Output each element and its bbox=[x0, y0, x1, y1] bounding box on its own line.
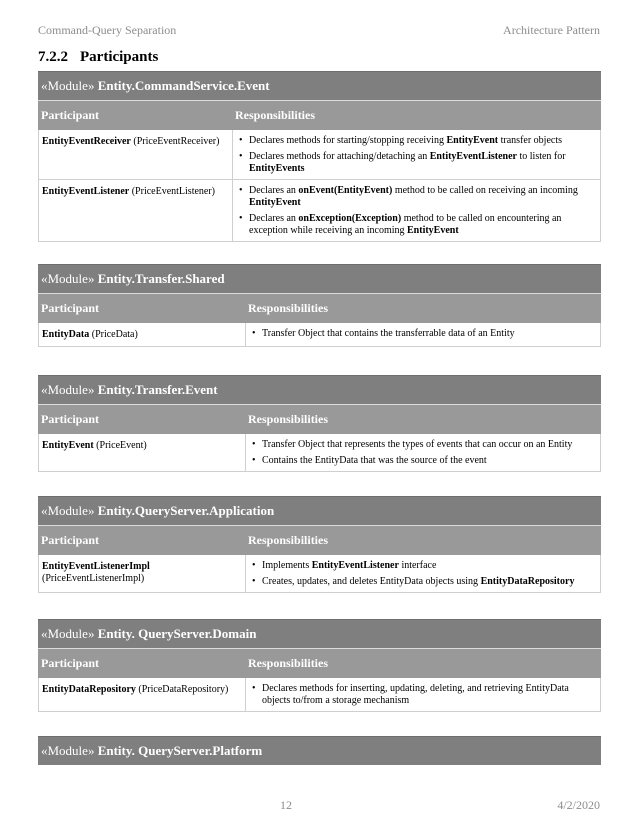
responsibility-text: method to be called on encountering an exception while receiving an incoming bbox=[249, 213, 562, 236]
module-title bbox=[38, 619, 601, 648]
responsibility-text: Declares an bbox=[249, 185, 299, 196]
table-row bbox=[38, 130, 601, 180]
responsibility-item bbox=[249, 439, 597, 451]
module-name: Entity.QueryServer.Application bbox=[97, 503, 275, 518]
module-title bbox=[38, 736, 601, 765]
module-table bbox=[38, 619, 601, 712]
responsibility-item bbox=[249, 455, 597, 467]
participant-implementation: (PriceData) bbox=[91, 329, 138, 340]
column-header-participant: Participant bbox=[41, 656, 99, 670]
responsibility-term: EntityEventListener bbox=[311, 560, 399, 571]
responsibility-item bbox=[236, 151, 597, 175]
module-name: Entity.Transfer.Shared bbox=[97, 271, 225, 286]
module-stereotype: «Module» bbox=[41, 503, 95, 518]
responsibility-item bbox=[236, 135, 597, 147]
responsibility-text: Transfer Object that contains the transferrable data of an Entity bbox=[262, 328, 515, 339]
responsibility-item bbox=[236, 213, 597, 237]
table-row bbox=[38, 180, 601, 242]
column-header-row bbox=[38, 525, 601, 555]
responsibility-text: Transfer Object that represents the types of events that can occur on an Entity bbox=[262, 439, 573, 450]
responsibility-list bbox=[249, 328, 597, 340]
column-header-participant: Participant bbox=[41, 301, 99, 315]
participant-cell bbox=[39, 130, 233, 179]
responsibilities-cell bbox=[246, 555, 600, 592]
responsibility-text: Declares methods for attaching/detaching an bbox=[249, 151, 430, 162]
page-number: 12 bbox=[280, 798, 292, 812]
column-header-row bbox=[38, 404, 601, 434]
participant-name: EntityDataRepository bbox=[42, 684, 136, 695]
footer-date: 4/2/2020 bbox=[557, 798, 600, 812]
participant-implementation: (PriceEventReceiver) bbox=[133, 136, 220, 147]
responsibility-item bbox=[249, 683, 597, 707]
module-title bbox=[38, 264, 601, 293]
module-table bbox=[38, 375, 601, 472]
module-stereotype: «Module» bbox=[41, 271, 95, 286]
participant-cell bbox=[39, 555, 246, 592]
participant-name: EntityData bbox=[42, 329, 90, 340]
responsibility-term: EntityEvent bbox=[249, 197, 301, 208]
responsibility-list bbox=[249, 683, 597, 707]
responsibilities-cell bbox=[246, 678, 600, 711]
column-header-responsibilities: Responsibilities bbox=[248, 412, 329, 426]
module-title bbox=[38, 496, 601, 525]
module-name: Entity. QueryServer.Platform bbox=[97, 743, 263, 758]
module-title bbox=[38, 375, 601, 404]
table-row bbox=[38, 323, 601, 347]
responsibilities-cell bbox=[233, 130, 600, 179]
header-doc-type: Architecture Pattern bbox=[503, 23, 600, 37]
responsibilities-cell bbox=[246, 323, 600, 346]
module-table bbox=[38, 71, 601, 242]
module-name: Entity.Transfer.Event bbox=[97, 382, 218, 397]
responsibility-text: Contains the EntityData that was the source of the event bbox=[262, 455, 487, 466]
column-header-responsibilities: Responsibilities bbox=[235, 108, 316, 122]
section-heading bbox=[38, 49, 158, 66]
participant-implementation: (PriceDataRepository) bbox=[138, 684, 229, 695]
column-header-responsibilities: Responsibilities bbox=[248, 656, 329, 670]
participant-cell bbox=[39, 323, 246, 346]
participant-name: EntityEventListenerImpl bbox=[42, 561, 150, 572]
participant-cell bbox=[39, 434, 246, 471]
column-header-row bbox=[38, 648, 601, 678]
responsibility-term: EntityEvent bbox=[446, 135, 499, 146]
responsibility-item bbox=[249, 576, 597, 588]
responsibility-text: Declares methods for starting/stopping receiving bbox=[249, 135, 447, 146]
responsibility-term: EntityEvents bbox=[249, 163, 305, 174]
participant-name: EntityEvent bbox=[42, 440, 94, 451]
module-stereotype: «Module» bbox=[41, 626, 95, 641]
module-table bbox=[38, 736, 601, 765]
participant-cell bbox=[39, 678, 246, 711]
responsibility-text: interface bbox=[398, 560, 437, 571]
module-table bbox=[38, 264, 601, 347]
responsibility-list bbox=[236, 135, 597, 175]
module-table bbox=[38, 496, 601, 593]
responsibility-term: onEvent(EntityEvent) bbox=[298, 185, 393, 196]
column-header-row bbox=[38, 100, 601, 130]
responsibility-item bbox=[236, 185, 597, 209]
responsibility-list bbox=[249, 560, 597, 588]
responsibility-term: EntityDataRepository bbox=[480, 576, 575, 587]
responsibility-item bbox=[249, 560, 597, 572]
module-title bbox=[38, 71, 601, 100]
responsibility-term: onException(Exception) bbox=[298, 213, 402, 224]
section-title: Participants bbox=[80, 49, 159, 65]
column-header-participant: Participant bbox=[41, 533, 99, 547]
column-header-participant: Participant bbox=[41, 412, 99, 426]
responsibilities-cell bbox=[246, 434, 600, 471]
participant-implementation: (PriceEvent) bbox=[96, 440, 147, 451]
responsibility-text: Implements bbox=[262, 560, 312, 571]
responsibility-text: Creates, updates, and deletes EntityData objects using bbox=[262, 576, 481, 587]
participant-name: EntityEventReceiver bbox=[42, 136, 131, 147]
column-header-participant: Participant bbox=[41, 108, 99, 122]
module-stereotype: «Module» bbox=[41, 743, 95, 758]
column-header-row bbox=[38, 293, 601, 323]
responsibility-text: Declares methods for inserting, updating, deleting, and retrieving EntityData objects to/from a storage mechanism bbox=[262, 683, 569, 706]
responsibility-text: to listen for bbox=[516, 151, 566, 162]
participant-implementation: (PriceEventListener) bbox=[131, 186, 216, 197]
module-name: Entity. QueryServer.Domain bbox=[97, 626, 257, 641]
section-number: 7.2.2 bbox=[38, 49, 68, 65]
responsibility-text: Declares an bbox=[249, 213, 299, 224]
table-row bbox=[38, 555, 601, 593]
participant-implementation: (PriceEventListenerImpl) bbox=[42, 573, 145, 584]
module-stereotype: «Module» bbox=[41, 78, 95, 93]
participant-cell bbox=[39, 180, 233, 241]
responsibility-list bbox=[249, 439, 597, 467]
column-header-responsibilities: Responsibilities bbox=[248, 301, 329, 315]
responsibility-term: EntityEvent bbox=[407, 225, 459, 236]
responsibility-text: transfer objects bbox=[498, 135, 562, 146]
module-stereotype: «Module» bbox=[41, 382, 95, 397]
running-header bbox=[38, 23, 600, 38]
module-name: Entity.CommandService.Event bbox=[97, 78, 270, 93]
header-doc-title: Command-Query Separation bbox=[38, 23, 177, 37]
responsibility-item bbox=[249, 328, 597, 340]
table-row bbox=[38, 678, 601, 712]
responsibilities-cell bbox=[233, 180, 600, 241]
responsibility-term: EntityEventListener bbox=[429, 151, 517, 162]
responsibility-list bbox=[236, 185, 597, 237]
participant-name: EntityEventListener bbox=[42, 186, 130, 197]
table-row bbox=[38, 434, 601, 472]
column-header-responsibilities: Responsibilities bbox=[248, 533, 329, 547]
responsibility-text: method to be called on receiving an incoming bbox=[392, 185, 578, 196]
